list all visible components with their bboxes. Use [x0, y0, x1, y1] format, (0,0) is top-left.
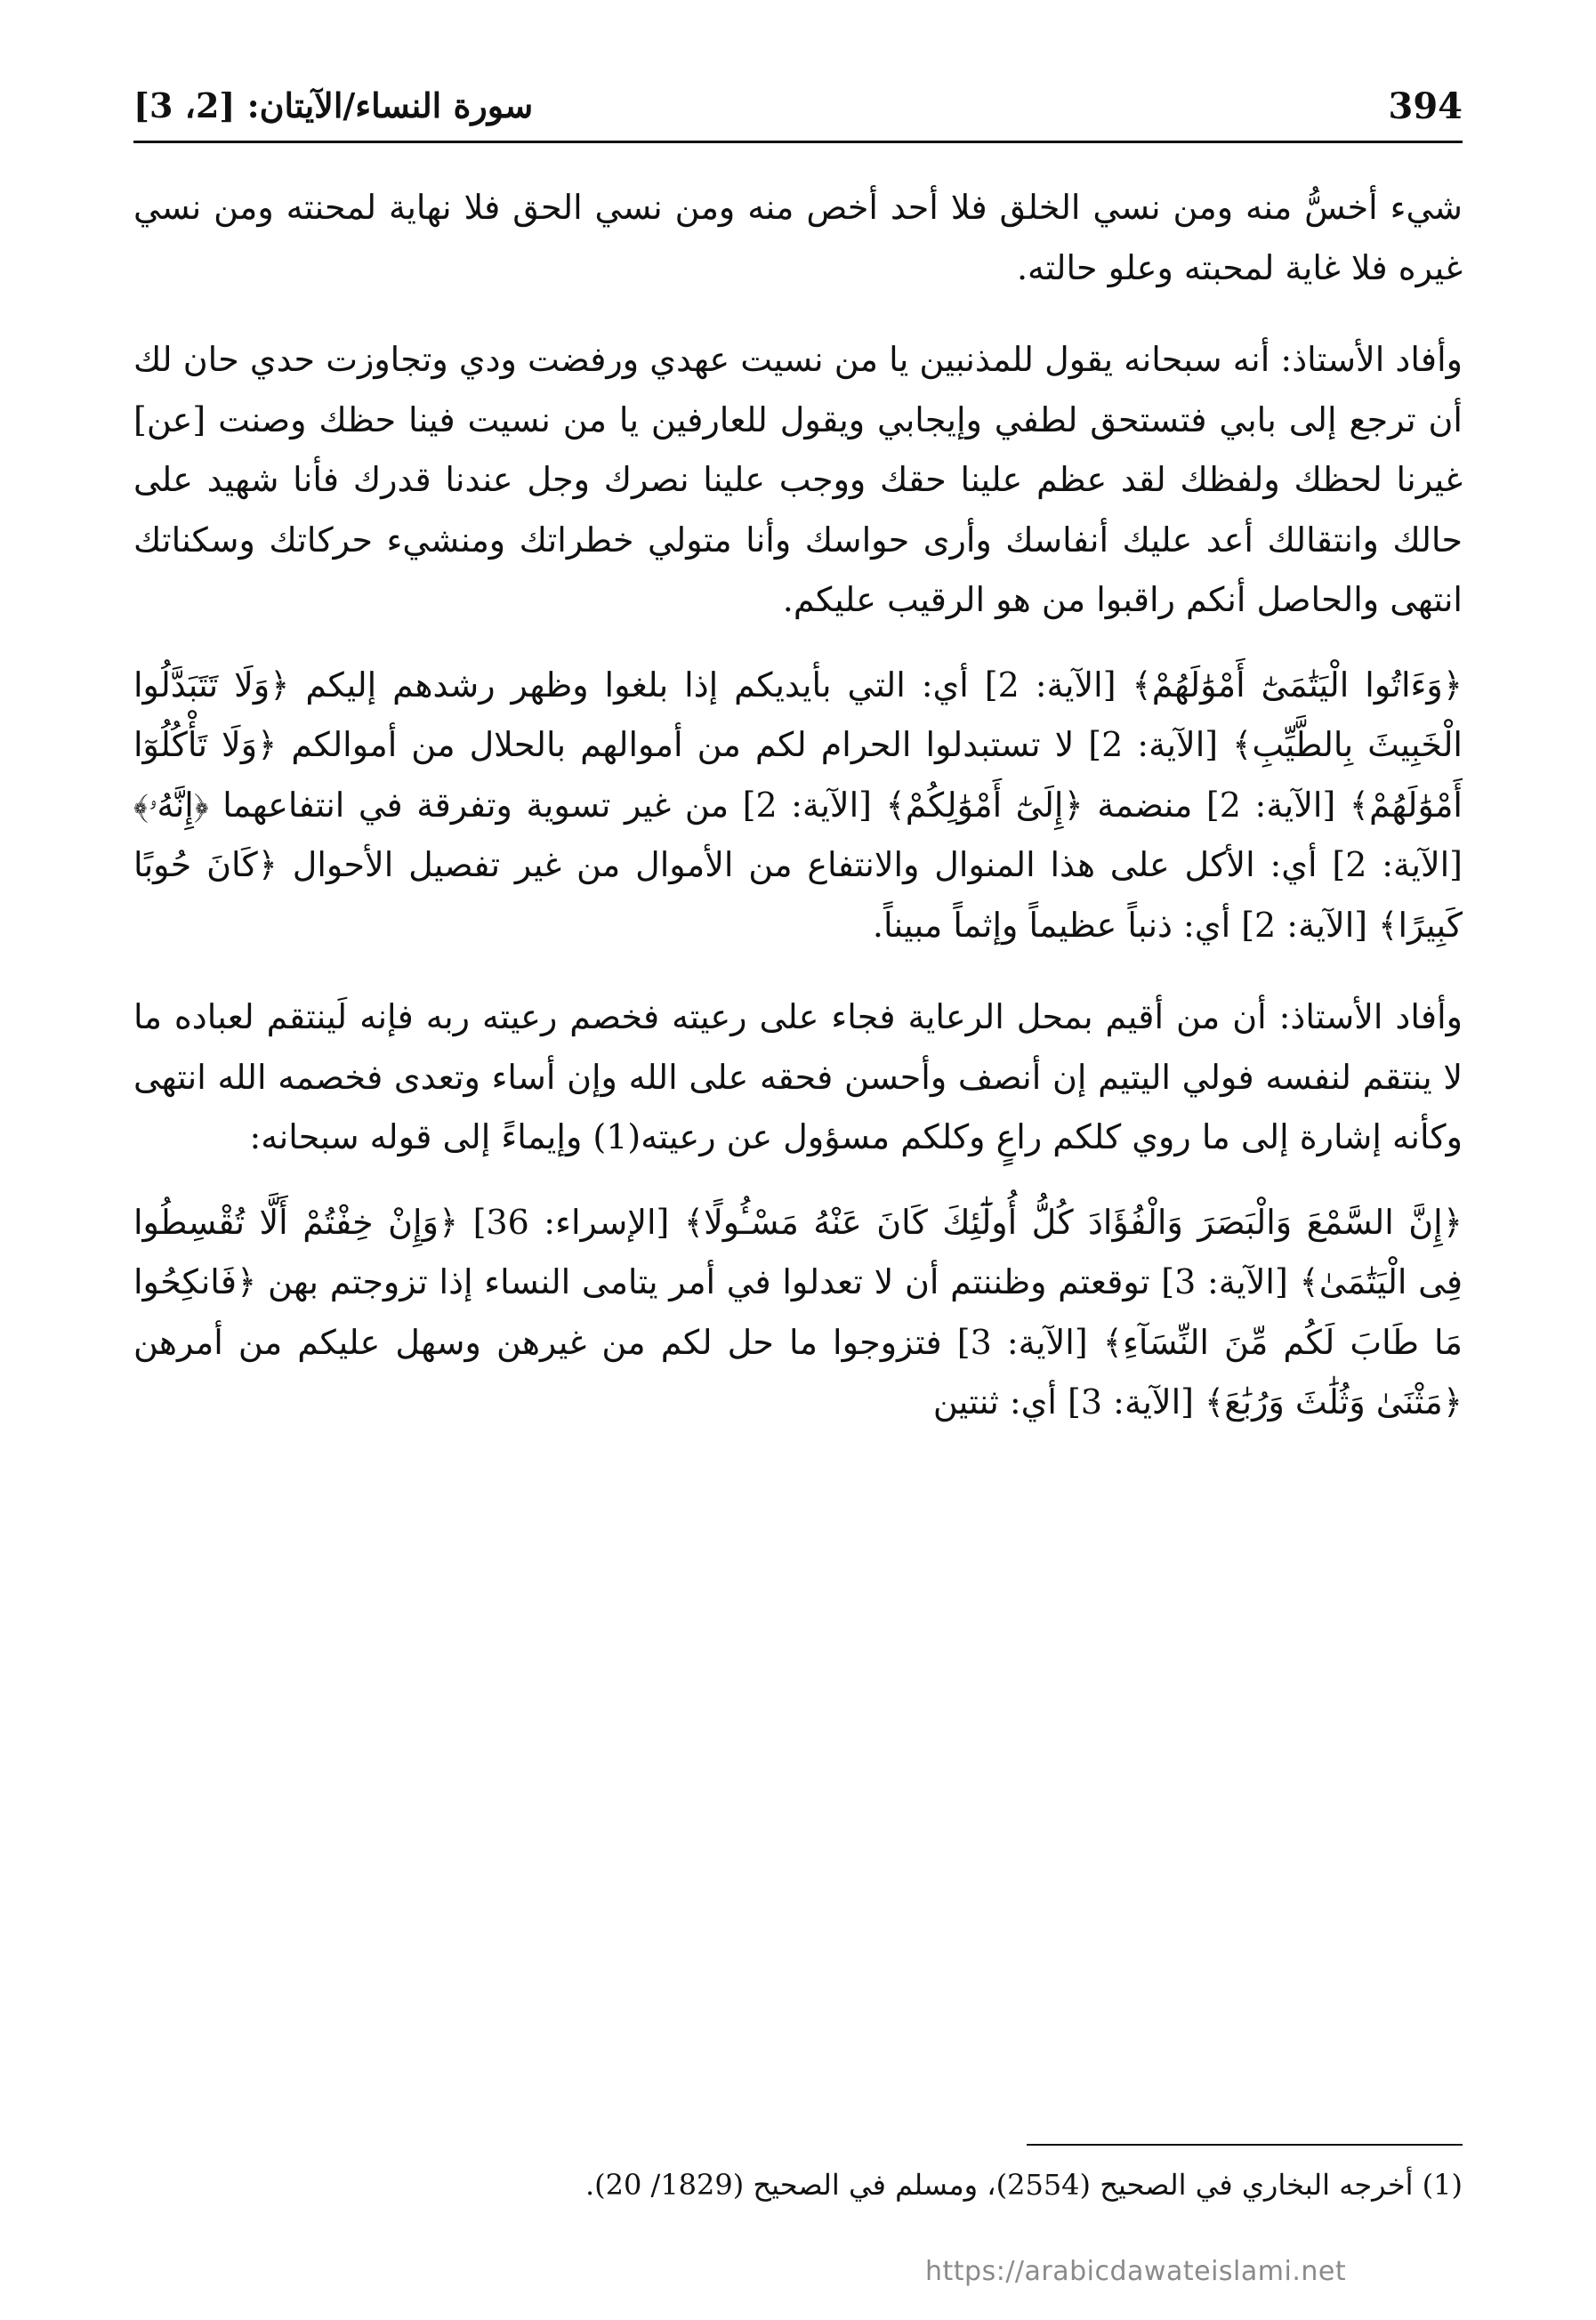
- paragraph-2: وأفاد الأستاذ: أنه سبحانه يقول للمذنبين يا من نسيت عهدي ورفضت ودي وتجاوزت حدي حان لك أن ترجع إلى بابي فتستحق لطفي وإيجابي ويقول للعارفين يا من نسيت فينا حظك وصنت [عن] غيرنا لحظك ولفظك لقد عظم علينا حقك ووجب علينا نصرك وجل عندنا قدرك فأنا شهيد على حالك وانتقالك أعد عليك أنفاسك وأرى حواسك وأنا متولي خطراتك ومنشيء حركاتك وسكناتك انتهى والحاصل أنكم راقبوا من هو الرقيب عليكم.: [133, 340, 1463, 619]
- paragraph-3: ﴿وَءَاتُوا الْيَتَٰمَىٰٓ أَمْوَٰلَهُمْ﴾ [الآية: 2] أي: التي بأيديكم إذا بلغوا وظهر رشدهم إليكم ﴿وَلَا تَتَبَدَّلُوا الْخَبِيثَ بِالطَّيِّبِ﴾ [الآية: 2] لا تستبدلوا الحرام لكم من أموالهم بالحلال من أموالكم ﴿وَلَا تَأْكُلُوٓا أَمْوَٰلَهُمْ﴾ [الآية: 2] منضمة ﴿إِلَىٰٓ أَمْوَٰلِكُمْ﴾ [الآية: 2] من غير تسوية وتفرقة في انتفاعهما ﴿إِنَّهُۥ﴾ [الآية: 2] أي: الأكل على هذا المنوال والانتفاع من الأموال من غير تفصيل الأحوال ﴿كَانَ حُوبًا كَبِيرًا﴾ [الآية: 2] أي: ذنباً عظيماً وإثماً مبيناً.: [133, 665, 1463, 945]
- page-header: [133, 77, 1463, 139]
- watermark-url: https://arabicdawateislami.net: [925, 2256, 1347, 2287]
- running-title: سورة النساء/الآيتان: [2، 3]: [133, 85, 534, 125]
- page-number: 394: [1388, 85, 1463, 127]
- paragraph-1: شيء أخسُّ منه ومن نسي الخلق فلا أحد أخص منه ومن نسي الحق فلا نهاية لمحنته ومن نسي غيره فلا غاية لمحبته وعلو حالته.: [133, 188, 1463, 287]
- footnote: (1) أخرجه البخاري في الصحيح (2554)، ومسلم في الصحيح (1829/ 20).: [584, 2168, 1463, 2202]
- body-text: [133, 178, 1463, 2099]
- header-rule: [133, 141, 1463, 143]
- footnote-rule: [1027, 2144, 1463, 2146]
- paragraph-4: وأفاد الأستاذ: أن من أقيم بمحل الرعاية فجاء على رعيته فخصم رعيته ربه فإنه لَينتقم لعباده ما لا ينتقم لنفسه فولي اليتيم إن أنصف وأحسن فحقه على الله وإن أساء وتعدى فخصمه الله انتهى وكأنه إشارة إلى ما روي كلكم راعٍ وكلكم مسؤول عن رعيته(1) وإيماءً إلى قوله سبحانه:: [133, 997, 1463, 1156]
- paragraph-5: ﴿إِنَّ السَّمْعَ وَالْبَصَرَ وَالْفُؤَادَ كُلُّ أُولَٰٓئِكَ كَانَ عَنْهُ مَسْـُٔولًا﴾ [الإسراء: 36] ﴿وَإِنْ خِفْتُمْ أَلَّا تُقْسِطُوا فِى الْيَتَٰمَىٰ﴾ [الآية: 3] توقعتم وظننتم أن لا تعدلوا في أمر يتامى النساء إذا تزوجتم بهن ﴿فَانكِحُوا مَا طَابَ لَكُم مِّنَ النِّسَآءِ﴾ [الآية: 3] فتزوجوا ما حل لكم من غيرهن وسهل عليكم من أمرهن ﴿مَثْنَىٰ وَثُلَٰثَ وَرُبَٰعَ﴾ [الآية: 3] أي: ثنتين: [133, 1202, 1463, 1422]
